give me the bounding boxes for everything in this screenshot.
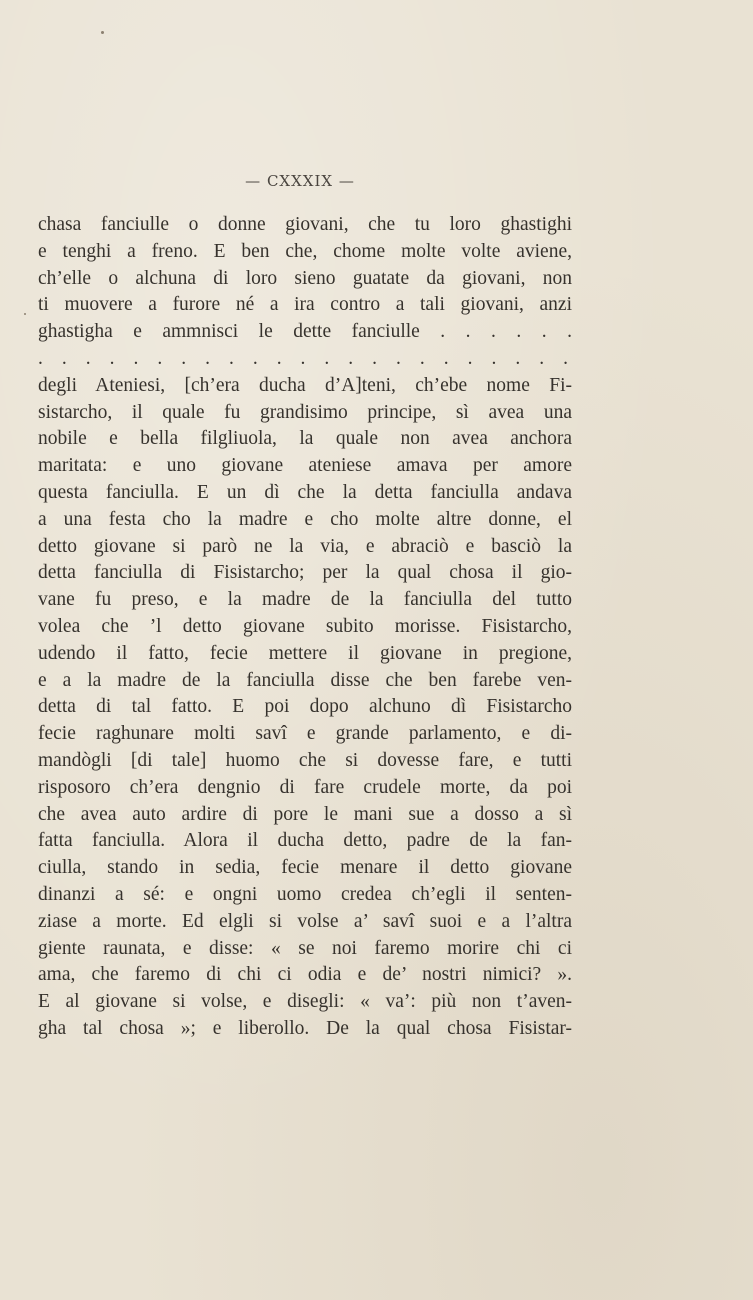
text-line: che avea auto ardire di pore le mani sue a dosso a sì xyxy=(38,803,572,825)
ink-speck xyxy=(24,313,26,315)
text-line: chasa fanciulle o donne giovani, che tu loro ghastighi xyxy=(38,214,572,235)
text-line: giente raunata, e disse: « se noi faremo morire chi ci xyxy=(38,937,572,959)
ink-speck xyxy=(101,31,104,34)
text-line: dinanzi a sé: e ongni uomo credea ch’egli il senten- xyxy=(38,883,572,905)
ellipsis-line: . . . . . . . . . . . . . . . . . . . . . . . xyxy=(38,347,572,369)
text-line: questa fanciulla. E un dì che la detta fanciulla andava xyxy=(38,481,572,503)
text-line: e a la madre de la fanciulla disse che ben farebe ven- xyxy=(38,669,572,691)
text-line: fecie raghunare molti savî e grande parlamento, e di- xyxy=(38,723,572,745)
page-number-header: — CXXXIX — xyxy=(245,172,355,190)
text-line: nobile e bella filgliuola, la quale non avea anchora xyxy=(38,428,572,450)
text-line: risposoro ch’era dengnio di fare crudele morte, da poi xyxy=(38,776,572,798)
text-line: a una festa cho la madre e cho molte altre donne, el xyxy=(38,508,572,530)
text-line: detta fanciulla di Fisistarcho; per la qual chosa il gio- xyxy=(38,562,572,584)
text-line: vane fu preso, e la madre de la fanciulla del tutto xyxy=(38,589,572,611)
text-line: udendo il fatto, fecie mettere il giovane in pregione, xyxy=(38,642,572,664)
text-line: sistarcho, il quale fu grandisimo principe, sì avea una xyxy=(38,401,572,423)
text-line: ch’elle o alchuna di loro sieno guatate da giovani, non xyxy=(38,267,572,289)
text-line: ti muovere a furore né a ira contro a tali giovani, anzi xyxy=(38,294,572,316)
text-line: ghastigha e ammnisci le dette fanciulle . . . . . . xyxy=(38,321,572,343)
body-text xyxy=(38,212,572,1043)
text-line: ziase a morte. Ed elgli si volse a’ savî suoi e a l’altra xyxy=(38,910,572,932)
text-line: E al giovane si volse, e disegli: « va’: più non t’aven- xyxy=(38,991,572,1013)
text-line: e tenghi a freno. E ben che, chome molte volte aviene, xyxy=(38,240,572,262)
text-line: ama, che faremo di chi ci odia e de’ nostri nimici? ». xyxy=(38,964,572,986)
text-line: degli Ateniesi, [ch’era ducha d’A]teni, ch’ebe nome Fi- xyxy=(38,374,572,396)
text-line: ciulla, stando in sedia, fecie menare il detto giovane xyxy=(38,857,572,879)
text-line: maritata: e uno giovane ateniese amava per amore xyxy=(38,455,572,477)
text-line: gha tal chosa »; e liberollo. De la qual chosa Fisistar- xyxy=(38,1017,572,1039)
text-line: volea che ’l detto giovane subito morisse. Fisistarcho, xyxy=(38,615,572,637)
text-line: fatta fanciulla. Alora il ducha detto, padre de la fan- xyxy=(38,830,572,852)
text-line: detta di tal fatto. E poi dopo alchuno dì Fisistarcho xyxy=(38,696,572,718)
text-line: detto giovane si parò ne la via, e abraciò e basciò la xyxy=(38,535,572,557)
text-line: mandògli [di tale] huomo che si dovesse fare, e tutti xyxy=(38,749,572,771)
